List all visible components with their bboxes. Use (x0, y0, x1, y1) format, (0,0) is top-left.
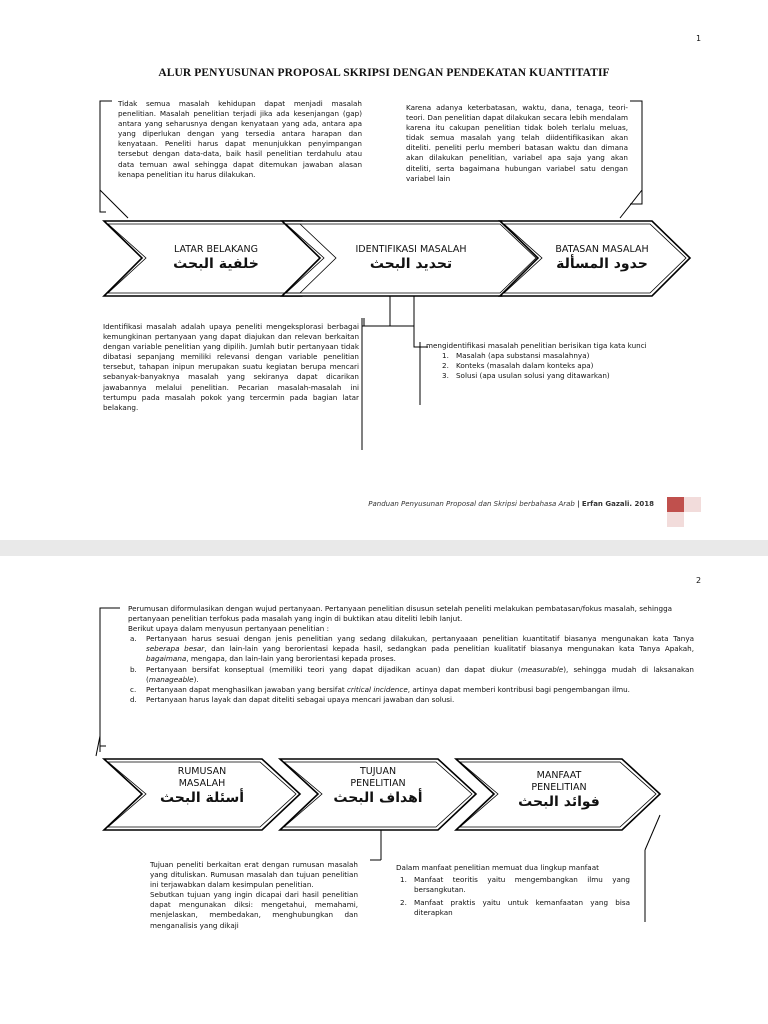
page-2 (0, 556, 768, 1024)
footer-author: Erfan Gazali. 2018 (581, 500, 654, 508)
note-rumusan-masalah (128, 604, 694, 705)
list-item: 3. Solusi (apa usulan solusi yang ditawarkan) (442, 371, 610, 381)
arrow-arabic: أسئلة البحث (159, 790, 245, 806)
footer-separator: | (577, 500, 580, 508)
arrow-arabic: تحديد البحث (369, 256, 453, 272)
list-item: c. Pertanyaan dapat menghasilkan jawaban yang bersifat critical incidence, artinya dapat memberi kontribusi bagi pengembangan ilmu. (130, 684, 630, 694)
list-item: 1. Manfaat teoritis yaitu mengembangkan ilmu yang bersangkutan. (400, 875, 630, 895)
arrow-arabic: أهداف البحث (333, 790, 423, 806)
list-item: 1. Masalah (apa substansi masalahnya) (442, 351, 590, 361)
page-number: 2 (696, 576, 702, 585)
footer-accent-block-light (684, 497, 701, 512)
manfaat-intro: Dalam manfaat penelitian memuat dua lingkup manfaat (396, 863, 599, 872)
arrow-label: LATAR BELAKANG (173, 244, 258, 255)
page-footer (368, 500, 654, 508)
note-latar-belakang: Tidak semua masalah kehidupan dapat menjadi masalah penelitian. Masalah penelitian terjadi jika ada kesenjangan (gap) antara yang seharusnya dengan kenyataan yang ada, antara apa yang diperlukan dengan yang tersedia antara harapan dan kenyataan. Peneliti harus dapat menunjukkan penyimpangan tersebut dengan data-data, baik hasil penelitian terdahulu atau data temuan awal sehingga dapat ditemukan jawaban alasan kenapa penelitian itu harus dilakukan. (118, 99, 362, 179)
arrow-manfaat-penelitian-label (502, 770, 616, 810)
tujuan-paragraph: Tujuan peneliti berkaitan erat dengan rumusan masalah yang dituliskan. Rumusan masalah dan tujuan penelitian ini terjawabkan dalam kesimpulan penelitian. (150, 860, 358, 890)
arrow-rumusan-masalah-label (150, 766, 254, 806)
list-item: d. Pertanyaan harus layak dan dapat diteliti sebagai upaya mencari jawaban dan solusi. (130, 694, 455, 704)
kata-kunci-list (438, 351, 688, 381)
manfaat-list (396, 875, 630, 918)
document-title: ALUR PENYUSUNAN PROPOSAL SKRIPSI DENGAN PENDEKATAN KUANTITATIF (158, 67, 610, 79)
list-item: b. Pertanyaan bersifat konseptual (memiliki teori yang dapat dijadikan acuan) dan dapat diukur (measurable), sehingga mudah di laksanakan (manageable). (130, 664, 694, 684)
intro-lead: Berikut upaya dalam menyusun pertanyaan penelitian : (128, 624, 330, 634)
arrow-label: IDENTIFIKASI MASALAH (355, 244, 467, 255)
note-kata-kunci (426, 341, 688, 381)
page-number: 1 (696, 34, 702, 43)
arrow-label-line1: MANFAAT (536, 770, 582, 781)
footer-title: Panduan Penyusunan Proposal dan Skripsi berbahasa Arab (368, 500, 575, 508)
footer-accent-block (667, 497, 684, 512)
list-item: 2. Konteks (masalah dalam konteks apa) (442, 361, 594, 371)
note-batasan-masalah: Karena adanya keterbatasan, waktu, dana, tenaga, teori-teori. Dan penelitian dapat dilakukan secara lebih mendalam karena itu cakupan penelitian tidak boleh terlalu meluas, tidak semua masalah yang telah diidentifikasikan akan diteliti. peneliti perlu memberi batasan waktu dan dimana akan dilakukan penelitian, variabel apa saja yang akan diteliti, serta bagaimana hubungan variabel satu dengan variabel lain (406, 103, 628, 183)
note-manfaat-penelitian (396, 863, 630, 918)
arrow-identifikasi-masalah-label (326, 244, 496, 272)
arrow-label-line1: RUMUSAN (177, 766, 227, 777)
footer-accent-block-light (667, 512, 684, 527)
list-item: a. Pertanyaan harus sesuai dengan jenis penelitian yang sedang dilakukan, pertanyaaan penelitian kuantitatif biasanya mengunakan kata Tanya seberapa besar, dan lain-lain yang berorientasi kepada hasil, sedangkan pada penelitian kualitatif biasanya mengunakan kata Tanya Apakah, bagaimana, mengapa, dan lain-lain yang berorientasi kepada proses. (130, 634, 694, 664)
arrow-latar-belakang-label (150, 244, 282, 272)
arrow-tujuan-penelitian-label (326, 766, 430, 806)
arrow-arabic: خلفية البحث (173, 256, 259, 272)
kata-kunci-intro: mengidentifikasi masalah penelitian berisikan tiga kata kunci (426, 341, 647, 350)
intro-paragraph: Perumusan diformulasikan dengan wujud pertanyaan. Pertanyaan penelitian disusun setelah peneliti melakukan pembatasan/fokus masalah, sehingga pertanyaan penelitian terfokus pada masalah yang ingin di buktikan atau diteliti lebih lanjut. (128, 604, 673, 624)
note-tujuan-penelitian (150, 860, 358, 931)
rumusan-list (128, 634, 694, 705)
list-item: 2. Manfaat praktis yaitu untuk kemanfaatan yang bisa diterapkan (400, 898, 630, 918)
arrow-label-line2: PENELITIAN (350, 778, 406, 789)
arrow-label: BATASAN MASALAH (555, 244, 649, 255)
arrow-batasan-masalah-label (540, 244, 664, 272)
tujuan-paragraph: Sebutkan tujuan yang ingin dicapai dari hasil penelitian dapat mengunakan diksi: mengetahui, memahami, menjelaskan, membedakan, menghubungkan dan menganalisis yang dikaji (150, 890, 358, 930)
arrow-label-line1: TUJUAN (359, 766, 397, 777)
arrow-arabic: حدود المسألة (556, 256, 648, 272)
note-identifikasi-masalah: Identifikasi masalah adalah upaya peneliti mengeksplorasi berbagai kemungkinan pertanyaan yang dapat diajukan dan relevan berkaitan dengan variable penelitian yang dipilih. Jumlah butir pertanyaan tidak dibatasi sepanjang memiliki relevansi dengan variable penelitian tersebut, tahapan inipun merupakan suatu kegiatan berupa mencari sebanyak-banyaknya masalah yang sekiranya dapat dicarikan jawabannya melalui penelitian. Pecarian masalah-masalah ini tertumpu pada masalah pokok yang tercermin pada bagian latar belakang. (103, 322, 359, 412)
arrow-label-line2: MASALAH (178, 778, 226, 789)
arrow-label-line2: PENELITIAN (531, 782, 587, 793)
arrow-arabic: فوائد البحث (518, 794, 600, 810)
